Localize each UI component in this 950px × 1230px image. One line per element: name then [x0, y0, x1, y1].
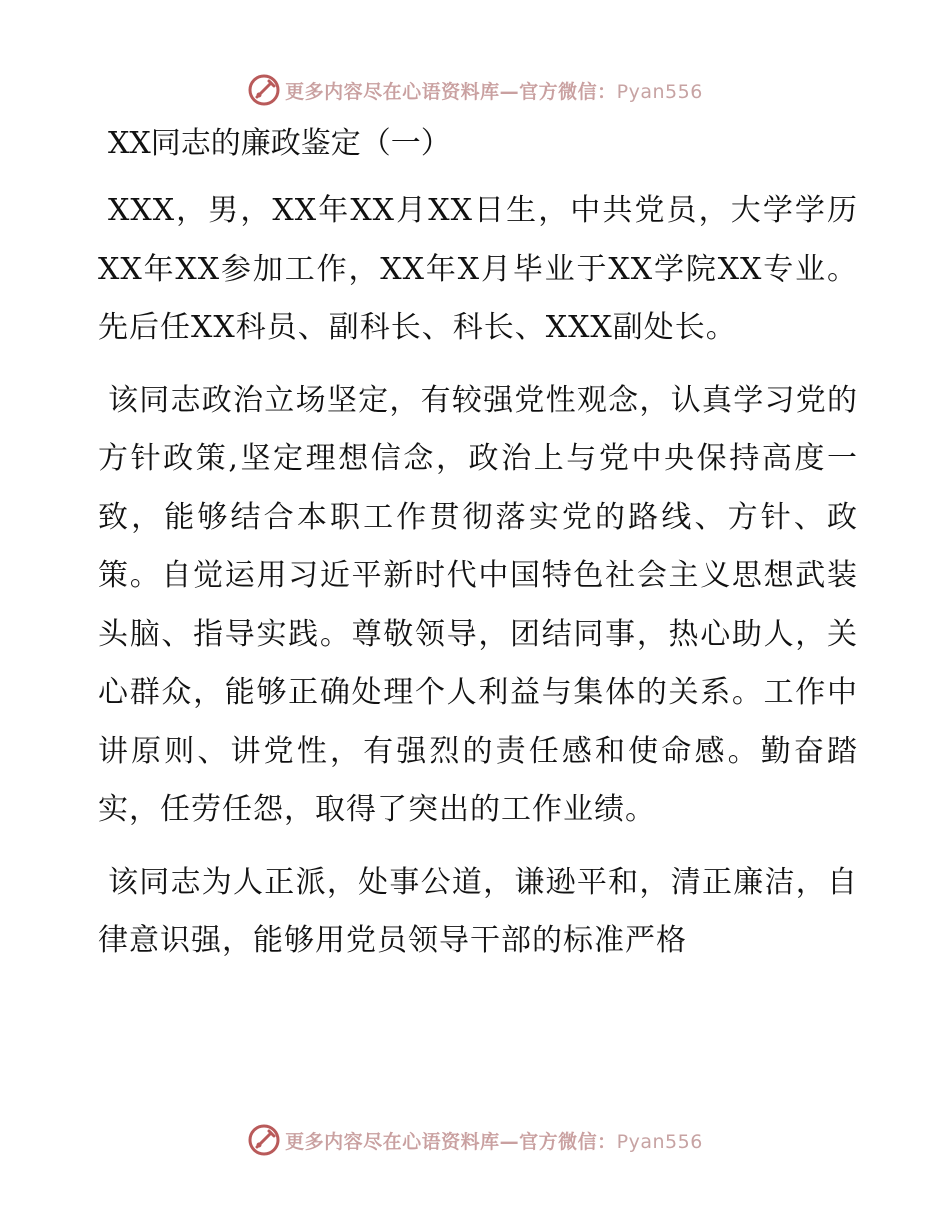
watermark-text: 更多内容尽在心语资料库—官方微信：Pyan556 — [285, 80, 703, 103]
paragraph-1: XXX，男，XX年XX月XX日生，中共党员，大学学历XX年XX参加工作，XX年X月毕业于XX学院XX专业。先后任XX科员、副科长、科长、XXX副处长。 — [98, 193, 858, 345]
document-title: XX同志的廉政鉴定（一） — [108, 126, 451, 161]
header-watermark — [0, 70, 950, 110]
brand-logo-icon — [247, 73, 281, 107]
document-body — [98, 120, 858, 985]
watermark-text: 更多内容尽在心语资料库—官方微信：Pyan556 — [285, 1130, 703, 1153]
paragraph-2: 该同志政治立场坚定，有较强党性观念，认真学习党的方针政策,坚定理想信念，政治上与党中央保持高度一致，能够结合本职工作贯彻落实党的路线、方针、政策。自觉运用习近平新时代中国特色社会主义思想武装头脑、指导实践。尊敬领导，团结同事，热心助人，关心群众，能够正确处理个人利益与集体的关系。工作中讲原则、讲党性，有强烈的责任感和使命感。勤奋踏实，任劳任怨，取得了突出的工作业绩。 — [98, 382, 858, 827]
paragraph-3: 该同志为人正派，处事公道，谦逊平和，清正廉洁，自律意识强，能够用党员领导干部的标准严格 — [98, 864, 858, 958]
brand-logo-icon — [247, 1123, 281, 1157]
footer-watermark — [0, 1120, 950, 1160]
